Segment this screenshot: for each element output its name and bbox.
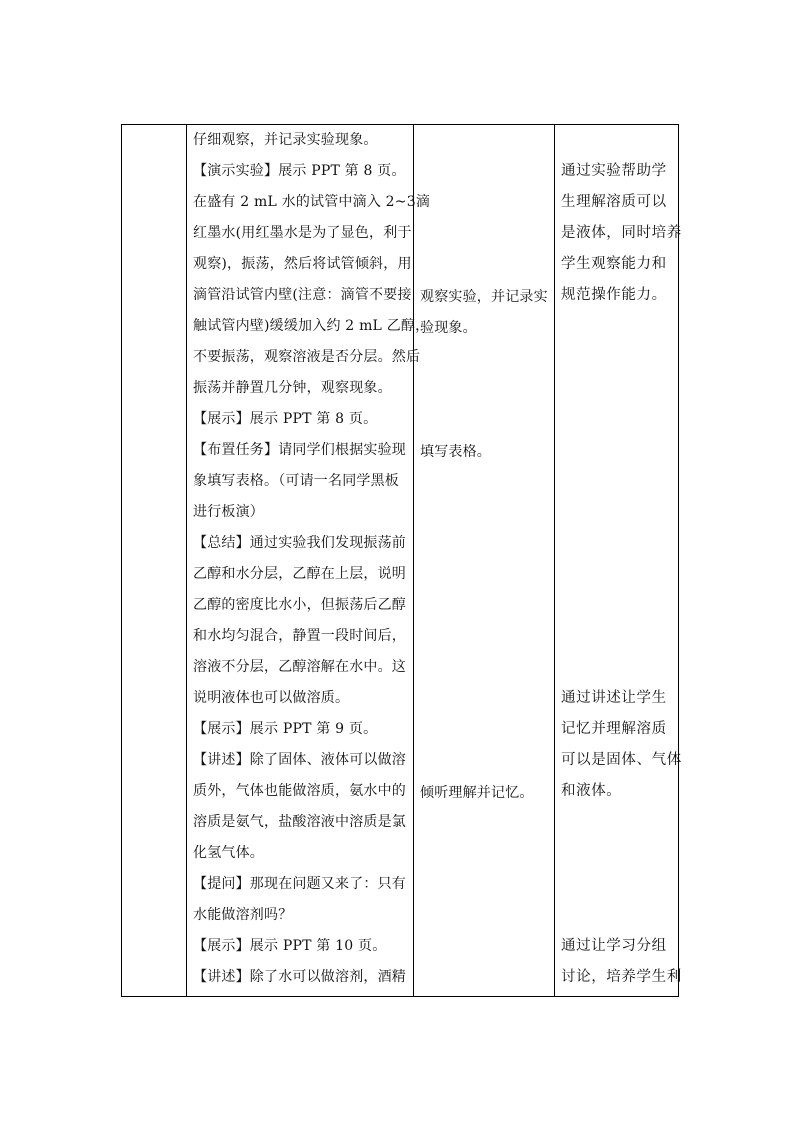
teacher-line: 【展示】展示 PPT 第 10 页。 bbox=[193, 938, 387, 954]
intent-line: 是液体，同时培养 bbox=[561, 225, 682, 241]
intent-line: 生理解溶质可以 bbox=[561, 194, 667, 210]
teacher-line: 质外，气体也能做溶质，氨水中的 bbox=[193, 783, 406, 799]
teacher-line: 在盛有 2 mL 水的试管中滴入 2~3滴 bbox=[193, 194, 431, 210]
teacher-activity-cell bbox=[187, 125, 431, 997]
student-line: 倾听理解并记忆。 bbox=[420, 785, 534, 801]
intent-line: 学生观察能力和 bbox=[561, 256, 667, 272]
teacher-line: 化氢气体。 bbox=[193, 845, 264, 861]
intent-line: 讨论，培养学生利 bbox=[561, 969, 682, 985]
teacher-line: 象填写表格。（可请一名同学黑板 bbox=[193, 473, 399, 489]
teacher-line: 和水均匀混合，静置一段时间后， bbox=[193, 628, 406, 644]
intent-line: 记忆并理解溶质 bbox=[561, 721, 667, 737]
teacher-line: 触试管内壁)缓缓加入约 2 mL 乙醇， bbox=[193, 318, 430, 334]
teacher-line: 水能做溶剂吗？ bbox=[193, 907, 293, 923]
student-activity-cell bbox=[414, 125, 555, 997]
intent-line: 通过让学习分组 bbox=[561, 938, 667, 954]
teacher-line: 振荡并静置几分钟，观察现象。 bbox=[193, 380, 392, 396]
teacher-line: 不要振荡，观察溶液是否分层。然后 bbox=[193, 349, 421, 365]
intent-line: 可以是固体、气体 bbox=[561, 752, 682, 768]
teacher-line: 【总结】通过实验我们发现振荡前 bbox=[193, 535, 406, 551]
teacher-line: 【展示】展示 PPT 第 9 页。 bbox=[193, 721, 378, 737]
teacher-line: 观察)，振荡，然后将试管倾斜，用 bbox=[193, 256, 412, 272]
teacher-line: 【演示实验】展示 PPT 第 8 页。 bbox=[193, 163, 406, 179]
teacher-line: 红墨水(用红墨水是为了显色，利于 bbox=[193, 225, 412, 241]
stage-cell bbox=[122, 125, 187, 997]
intent-line: 通过实验帮助学 bbox=[561, 163, 667, 179]
teacher-line: 【提问】那现在问题又来了：只有 bbox=[193, 876, 406, 892]
teacher-line: 滴管沿试管内壁(注意：滴管不要接 bbox=[193, 287, 412, 303]
student-line: 观察实验，并记录实 bbox=[420, 289, 548, 305]
teacher-line: 进行板演） bbox=[193, 504, 264, 520]
teacher-line: 乙醇的密度比水小，但振荡后乙醇 bbox=[193, 597, 406, 613]
student-line: 验现象。 bbox=[420, 320, 477, 336]
teacher-line: 乙醇和水分层，乙醇在上层，说明 bbox=[193, 566, 406, 582]
teacher-line: 说明液体也可以做溶质。 bbox=[193, 690, 350, 706]
student-line: 填写表格。 bbox=[420, 444, 491, 460]
teacher-line: 仔细观察，并记录实验现象。 bbox=[193, 132, 378, 148]
design-intent-cell bbox=[555, 125, 682, 997]
intent-line: 规范操作能力。 bbox=[561, 287, 667, 303]
table-row bbox=[122, 125, 679, 997]
teacher-line: 【展示】展示 PPT 第 8 页。 bbox=[193, 411, 378, 427]
teacher-line: 【讲述】除了水可以做溶剂，酒精 bbox=[193, 969, 406, 985]
teacher-line: 溶质是氨气，盐酸溶液中溶质是氯 bbox=[193, 814, 406, 830]
teacher-line: 【讲述】除了固体、液体可以做溶 bbox=[193, 752, 406, 768]
teacher-line: 溶液不分层，乙醇溶解在水中。这 bbox=[193, 659, 406, 675]
intent-line: 和液体。 bbox=[561, 783, 622, 799]
lesson-plan-table bbox=[121, 124, 682, 997]
intent-line: 通过讲述让学生 bbox=[561, 690, 667, 706]
teacher-line: 【布置任务】请同学们根据实验现 bbox=[193, 442, 406, 458]
